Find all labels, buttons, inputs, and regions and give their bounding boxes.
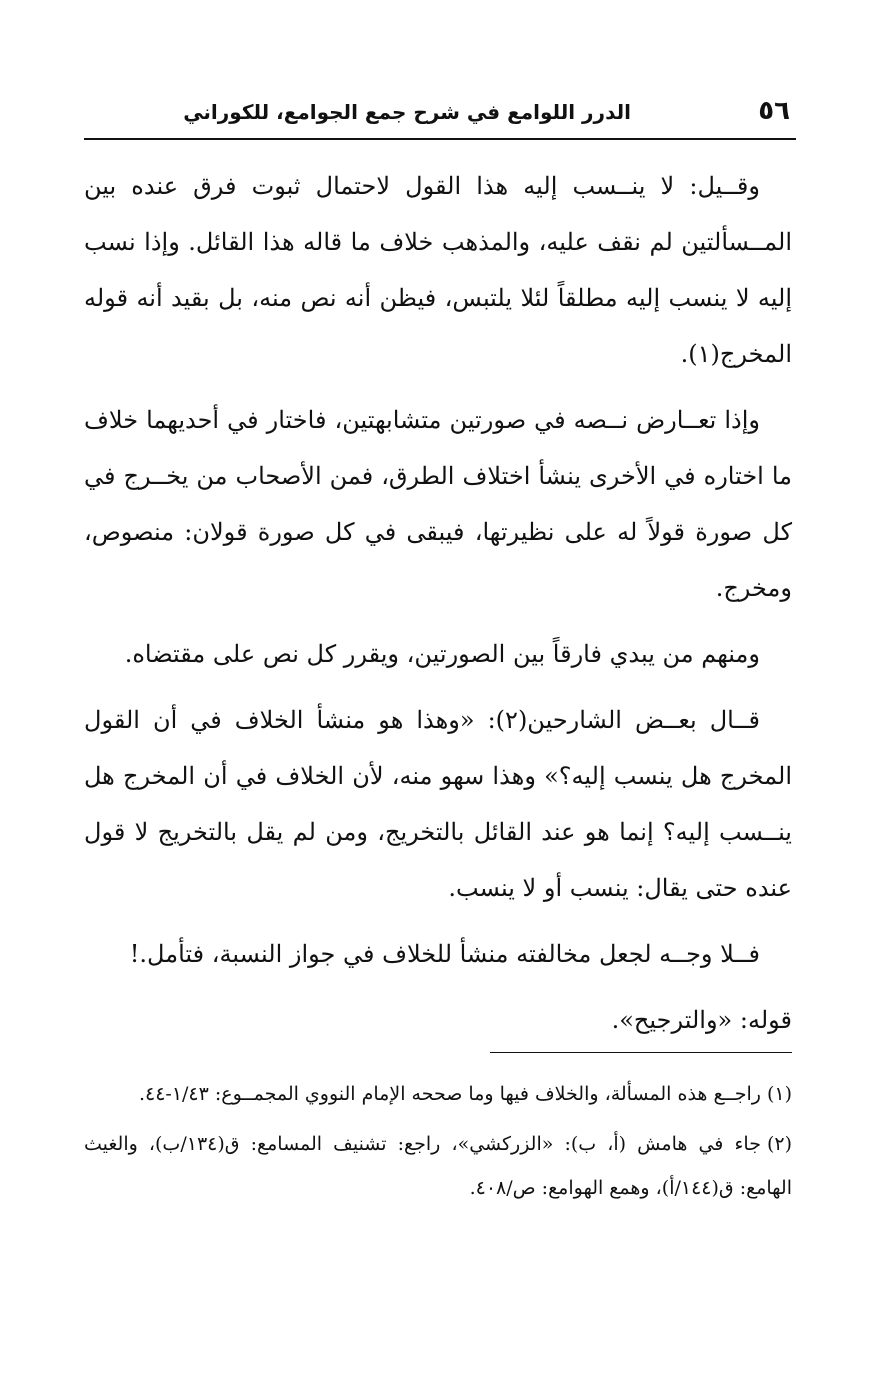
paragraph-6: قوله: «والترجيح». xyxy=(611,1006,792,1034)
footnote-2-text: جاء في هامش (أ، ب): «الزركشي»، راجع: تشنيف المسامع: ق(١٣٤/ب)، والغيث الهامع: ق(١٤٤/أ)، وهمع الهوامع: ص/٤٠٨. xyxy=(84,1133,792,1199)
running-header xyxy=(84,92,796,132)
footnote-1 xyxy=(84,1072,792,1116)
footnote-2-marker: (٢) xyxy=(766,1133,793,1155)
paragraph-3: ومنهم من يبدي فارقاً بين الصورتين، ويقرر كل نص على مقتضاه. xyxy=(124,640,760,668)
running-title: الدرر اللوامع في شرح جمع الجوامع، للكوراني xyxy=(183,100,631,124)
paragraph-4: قــال بعــض الشارحين(٢): «وهذا هو منشأ الخلاف في أن القول المخرج هل ينسب إليه؟» وهذا سهو منه، لأن الخلاف في أن المخرج هل ينــسب إليه؟ إنما هو عند القائل بالتخريج، ومن لم يقل بالتخريج لا قول عنده حتى يقال: ينسب أو لا ينسب. xyxy=(84,706,792,902)
paragraph-2: وإذا تعــارض نــصه في صورتين متشابهتين، فاختار في أحديهما خلاف ما اختاره في الأخرى ينشأ اختلاف الطرق، فمن الأصحاب من يخــرج في كل صورة قولاً له على نظيرتها، فيبقى في كل صورة قولان: منصوص، ومخرج. xyxy=(84,406,792,602)
body-text xyxy=(84,158,792,1058)
footnote-2 xyxy=(84,1122,792,1210)
paragraph-5: فــلا وجــه لجعل مخالفته منشأ للخلاف في جواز النسبة، فتأمل.! xyxy=(129,940,760,968)
paragraph-1: وقــيل: لا ينــسب إليه هذا القول لاحتمال ثبوت فرق عنده بين المــسألتين لم نقف عليه، والمذهب خلاف ما قاله هذا القائل. وإذا نسب إليه لا ينسب إليه مطلقاً لئلا يلتبس، فيظن أنه نص منه، بل بقيد أنه قوله المخرج(١). xyxy=(84,172,792,368)
footnote-1-text: راجــع هذه المسألة، والخلاف فيها وما صححه الإمام النووي المجمــوع: ١/٤٣-٤٤. xyxy=(138,1083,761,1105)
page-number: ٥٦ xyxy=(758,96,790,126)
footnote-divider xyxy=(490,1052,792,1053)
footnotes xyxy=(84,1072,792,1216)
footnote-1-marker: (١) xyxy=(766,1083,792,1105)
header-divider xyxy=(84,138,796,140)
